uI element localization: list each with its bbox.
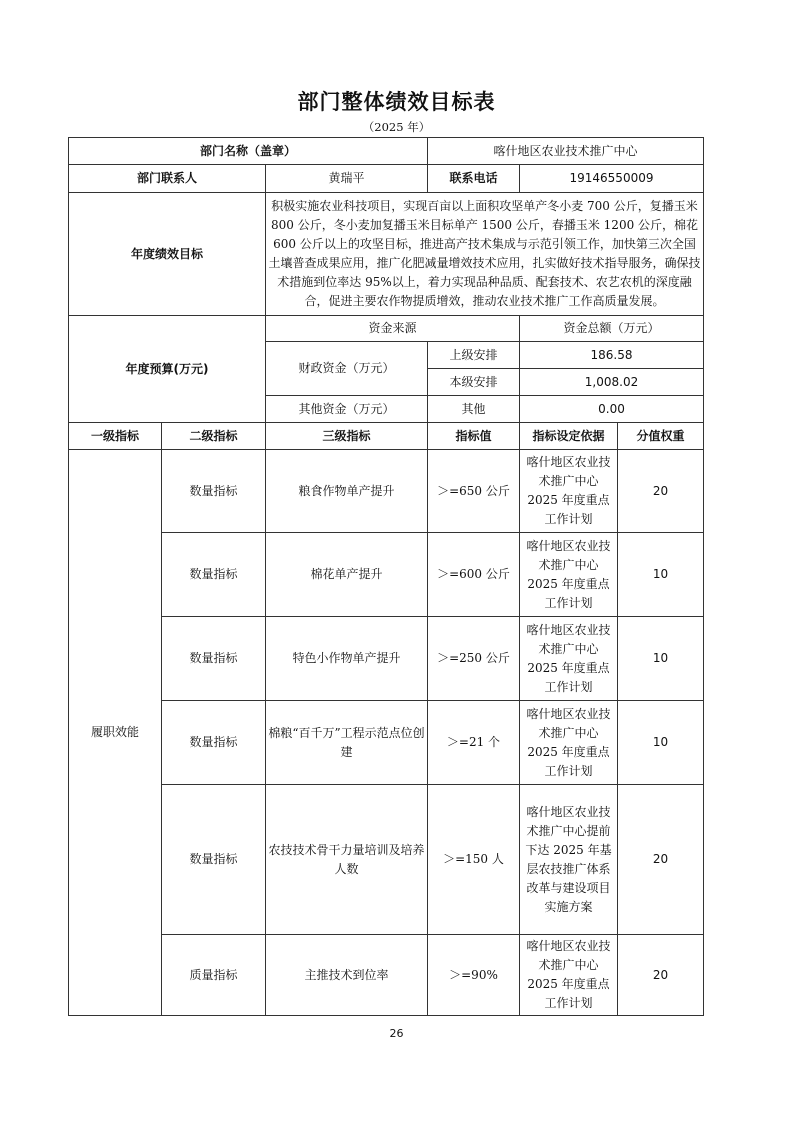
page-number: 26 [389,1027,404,1040]
value-cell: ＞=250 公斤 [428,617,520,701]
dept-name-value: 喀什地区农业技术推广中心 [428,138,704,165]
phone-value: 19146550009 [520,165,704,193]
dept-name-label: 部门名称（盖章） [69,138,428,165]
level3-cell: 粮食作物单产提升 [266,450,428,533]
weight-cell: 10 [618,701,704,785]
table-row [69,450,704,533]
table-row [69,533,704,617]
contact-label: 部门联系人 [69,165,266,193]
table-row [69,701,704,785]
local-label: 本级安排 [428,369,520,396]
basis-cell: 喀什地区农业技术推广中心提前下达 2025 年基层农技推广体系改革与建设项目实施方案 [520,785,618,935]
level2-cell: 质量指标 [162,935,266,1016]
level1-cell: 履职效能 [69,450,162,1016]
phone-label: 联系电话 [428,165,520,193]
basis-cell: 喀什地区农业技术推广中心 2025 年度重点工作计划 [520,935,618,1016]
header-weight: 分值权重 [618,423,704,450]
local-value: 1,008.02 [520,369,704,396]
page-title: 部门整体绩效目标表 [297,89,496,114]
header-value: 指标值 [428,423,520,450]
basis-cell: 喀什地区农业技术推广中心 2025 年度重点工作计划 [520,701,618,785]
level3-cell: 棉花单产提升 [266,533,428,617]
source-header: 资金来源 [266,316,520,342]
value-cell: ＞=90% [428,935,520,1016]
level2-cell: 数量指标 [162,533,266,617]
upper-label: 上级安排 [428,342,520,369]
level2-cell: 数量指标 [162,450,266,533]
level2-cell: 数量指标 [162,617,266,701]
level2-cell: 数量指标 [162,785,266,935]
fiscal-label: 财政资金（万元） [266,342,428,396]
value-cell: ＞=150 人 [428,785,520,935]
weight-cell: 20 [618,935,704,1016]
value-cell: ＞=600 公斤 [428,533,520,617]
total-header: 资金总额（万元） [520,316,704,342]
basis-cell: 喀什地区农业技术推广中心 2025 年度重点工作计划 [520,450,618,533]
other-value: 0.00 [520,396,704,423]
level3-cell: 主推技术到位率 [266,935,428,1016]
level3-cell: 棉粮“百千万”工程示范点位创建 [266,701,428,785]
basis-cell: 喀什地区农业技术推广中心 2025 年度重点工作计划 [520,617,618,701]
level3-cell: 特色小作物单产提升 [266,617,428,701]
table-row [69,617,704,701]
header-basis: 指标设定依据 [520,423,618,450]
level3-cell: 农技技术骨干力量培训及培养人数 [266,785,428,935]
value-cell: ＞=21 个 [428,701,520,785]
other-label: 其他资金（万元） [266,396,428,423]
weight-cell: 10 [618,533,704,617]
weight-cell: 10 [618,617,704,701]
value-cell: ＞=650 公斤 [428,450,520,533]
weight-cell: 20 [618,450,704,533]
table-row [69,935,704,1016]
header-level2: 二级指标 [162,423,266,450]
goal-text: 积极实施农业科技项目，实现百亩以上面积攻坚单产冬小麦 700 公斤，复播玉米 800 公斤，冬小麦加复播玉米目标单产 1500 公斤，春播玉米 1200 公斤，棉花 600 公斤以上的攻坚目标，推进高产技术集成与示范引领工作，加快第三次全国土壤普查成果应用，推广化肥减量增效技术应用，扎实做好技术指导服务，确保技术措施到位率达 95%以上，着力实现品种品质、配套技术、农艺农机的深度融合，促进主要农作物提质增效，推动农业技术推广工作高质量发展。 [266,193,704,316]
performance-table [68,137,704,1016]
goal-label: 年度绩效目标 [69,193,266,316]
table-row [69,785,704,935]
weight-cell: 20 [618,785,704,935]
upper-value: 186.58 [520,342,704,369]
header-level3: 三级指标 [266,423,428,450]
contact-value: 黄瑞平 [266,165,428,193]
budget-label: 年度预算(万元) [69,316,266,423]
basis-cell: 喀什地区农业技术推广中心 2025 年度重点工作计划 [520,533,618,617]
other-sub: 其他 [428,396,520,423]
level2-cell: 数量指标 [162,701,266,785]
year-subtitle: （2025 年） [362,120,431,134]
header-level1: 一级指标 [69,423,162,450]
